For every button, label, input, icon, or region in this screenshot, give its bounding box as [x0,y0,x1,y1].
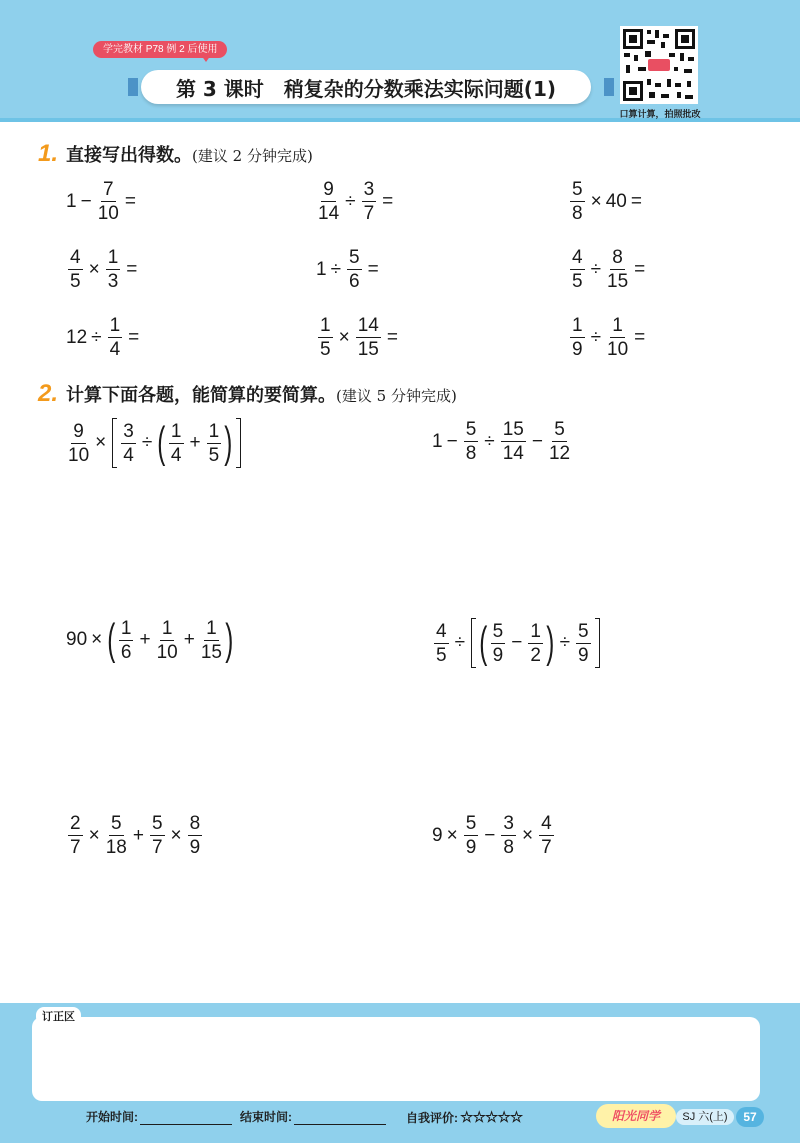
oral-calc-item: 12 ÷ $\frac{1}{4}$ = [66,315,140,360]
oral-calc-item: $\frac{4}{5}$ ÷ $\frac{8}{15}$ = [572,247,646,292]
brand-logo: 阳光同学 [596,1104,676,1128]
lesson-title [141,70,591,104]
oral-calc-item: $\frac{1}{5}$ × $\frac{14}{15}$ = [320,315,398,360]
title-left-marker [128,78,138,96]
lesson-number: 第 3 课时 [175,76,264,101]
section-2-number: 2. [38,380,59,407]
oral-calc-item: $\frac{9}{14}$ ÷ $\frac{3}{7}$ = [318,179,394,224]
section-2-title: 计算下面各题，能简算的要简算。 [66,385,337,406]
start-time: 开始时间: [86,1108,232,1125]
problem-5: $\frac{2}{7}$ × $\frac{5}{18}$ + $\frac{5}{7}$ × $\frac{8}{9}$ [70,813,201,858]
problem-1: $\frac{9}{10}$ × $\frac{3}{4}$ ÷ ( $\frac{1}{4}$ + $\frac{1}{5}$ ) [66,418,243,468]
problem-3: 90 × ( $\frac{1}{6}$ + $\frac{1}{10}$ + $\frac{1}{15}$ ) [66,615,234,664]
correction-label: 订正区 [36,1007,81,1025]
correction-area[interactable] [32,1017,760,1101]
oral-calc-item: 1 ÷ $\frac{5}{6}$ = [316,247,379,292]
usage-tag: 学完教材 P78 例 2 后使用 [93,41,227,58]
start-time-field[interactable] [140,1112,232,1125]
lesson-topic: 稍复杂的分数乘法实际问题(1) [283,76,557,101]
section-1-heading [38,140,313,168]
rating-stars[interactable]: ☆☆☆☆☆ [460,1109,523,1126]
end-time: 结束时间: [240,1108,386,1125]
qr-code-icon[interactable] [620,26,698,104]
qr-caption: 口算计算，拍照批改 [619,109,701,119]
section-2-heading [38,380,457,408]
oral-calc-item: 1 − $\frac{7}{10}$ = [66,179,136,224]
section-1-number: 1. [38,140,59,167]
section-1-note: (建议 2 分钟完成) [192,147,313,165]
oral-calc-item: $\frac{1}{9}$ ÷ $\frac{1}{10}$ = [572,315,646,360]
problem-6: 9 × $\frac{5}{9}$ − $\frac{3}{8}$ × $\frac{4}{7}$ [432,813,552,858]
oral-calc-item: $\frac{4}{5}$ × $\frac{1}{3}$ = [70,247,138,292]
self-evaluation: 自我评价: ☆☆☆☆☆ [406,1109,523,1126]
section-1-title: 直接写出得数。 [66,145,193,166]
problem-4: $\frac{4}{5}$ ÷ ( $\frac{5}{9}$ − $\frac{1}{2}$ ) ÷ $\frac{5}{9}$ [432,618,602,668]
page-number: 57 [736,1107,764,1127]
problem-2: 1 − $\frac{5}{8}$ ÷ $\frac{15}{14}$ − $\frac{5}{12}$ [432,419,571,464]
section-2-note: (建议 5 分钟完成) [336,387,457,405]
end-time-field[interactable] [294,1112,386,1125]
book-label: SJ 六(上) [676,1109,734,1125]
title-right-marker [604,78,614,96]
oral-calc-item: $\frac{5}{8}$ × 40 = [572,179,642,224]
